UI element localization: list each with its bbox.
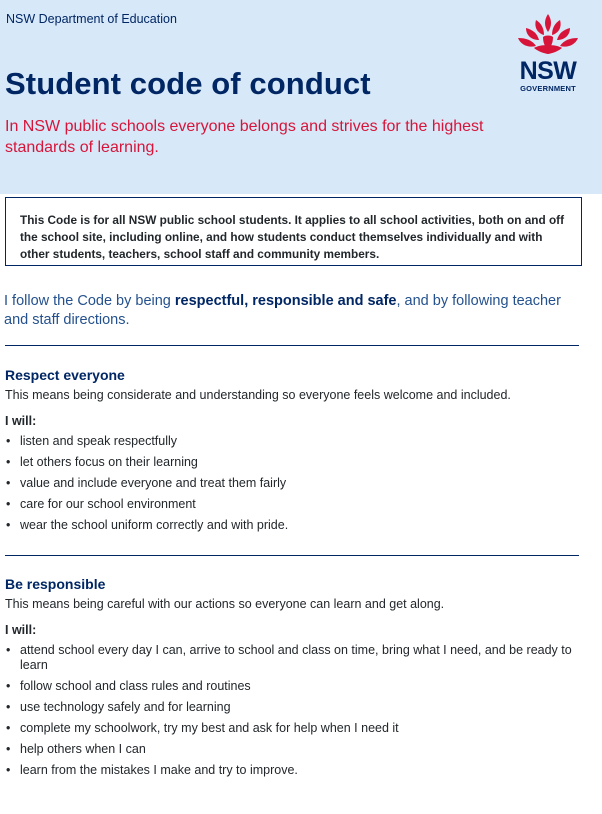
nsw-government-logo <box>508 12 588 94</box>
page-header <box>0 0 602 194</box>
list-item: • value and include everyone and treat them fairly <box>6 476 287 490</box>
i-will-label: I will: <box>5 623 37 637</box>
list-item: • use technology safely and for learning <box>6 700 231 714</box>
section-title: Respect everyone <box>5 367 125 383</box>
waratah-icon <box>514 12 582 58</box>
logo-word: NSW <box>519 57 577 85</box>
list-item: • help others when I can <box>6 742 146 756</box>
list-item: • let others focus on their learning <box>6 455 198 469</box>
section-divider <box>5 555 579 556</box>
intro-bold-values: respectful, responsible and safe <box>174 293 397 309</box>
section-description: This means being careful with our actions so everyone can learn and get along. <box>5 597 445 611</box>
list-item: • follow school and class rules and routines <box>6 679 251 693</box>
intro-statement <box>4 292 564 330</box>
section-divider <box>5 345 579 346</box>
code-scope-notice: This Code is for all NSW public school students. It applies to all school activities, both on and off the school site, including online, and how students conduct themselves individually and with other students, teachers, school staff and community members. <box>5 197 582 266</box>
commitment-list <box>5 643 585 778</box>
intro-text-start: I follow the Code by being <box>4 293 175 309</box>
i-will-label: I will: <box>5 414 37 428</box>
list-item: • listen and speak respectfully <box>6 434 178 448</box>
list-item: • learn from the mistakes I make and try to improve. <box>6 763 298 777</box>
department-name: NSW Department of Education <box>6 12 177 26</box>
section-description: This means being considerate and understanding so everyone feels welcome and included. <box>5 388 511 402</box>
section-title: Be responsible <box>5 576 106 592</box>
section-be-responsible <box>5 575 585 784</box>
page-subtitle: In NSW public schools everyone belongs and strives for the highest standards of learning. <box>5 118 484 156</box>
section-respect-everyone <box>5 366 585 539</box>
commitment-list <box>5 434 585 533</box>
list-item: • care for our school environment <box>6 497 196 511</box>
page-title: Student code of conduct <box>5 66 371 101</box>
list-item: • attend school every day I can, arrive to school and class on time, bring what I need, and be ready to learn <box>6 643 572 672</box>
list-item: • wear the school uniform correctly and with pride. <box>6 518 289 532</box>
intro-text-end: , and by following teacher and staff directions. <box>4 293 561 328</box>
list-item: • complete my schoolwork, try my best and ask for help when I need it <box>6 721 399 735</box>
logo-subtext: GOVERNMENT <box>520 84 576 93</box>
